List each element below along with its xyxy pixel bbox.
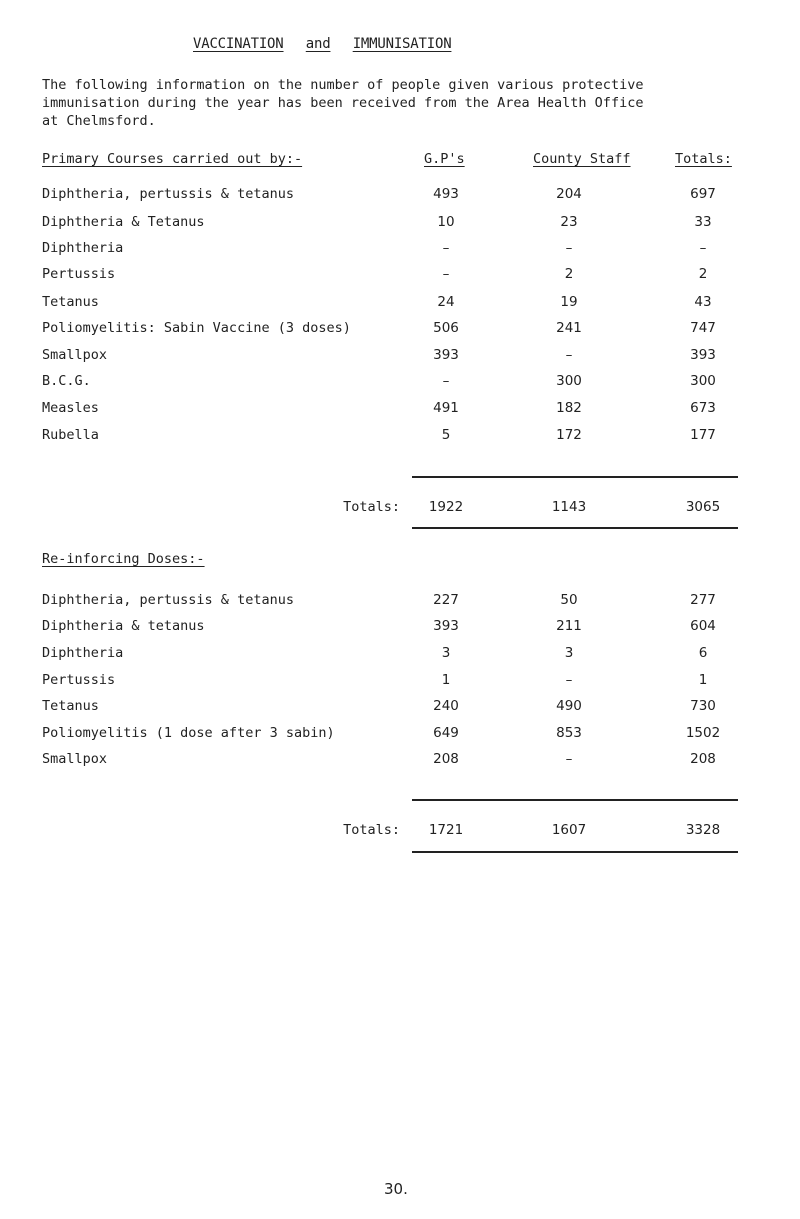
grand-total: 3328 [685,822,721,838]
total-value: 697 [690,186,716,202]
county-value: 50 [560,592,578,608]
row-label: Diphtheria, pertussis & tetanus [42,592,294,608]
gps-value: 24 [437,294,455,310]
gps-value: 240 [433,698,459,714]
title-and: and [305,36,331,52]
intro-line: at Chelmsford. [42,113,156,129]
county-value: – [565,751,573,767]
title-vaccination: VACCINATION [193,36,284,52]
gps-value: – [442,266,450,282]
county-value: 19 [560,294,578,310]
county-value: 490 [556,698,582,714]
reinforcing-totals-row [0,822,800,844]
gps-value: 208 [433,751,459,767]
total-value: 43 [694,294,712,310]
county-value: – [565,347,573,363]
page-number: 30. [384,1180,408,1198]
gps-value: 10 [437,214,455,230]
table-row [0,320,800,342]
totals-label: Totals: [343,499,400,515]
row-label: Tetanus [42,294,99,310]
county-value: 853 [556,725,582,741]
row-label: Diphtheria [42,240,124,256]
gps-value: 506 [433,320,459,336]
row-label: Rubella [42,427,99,443]
gps-value: 1 [441,672,451,688]
county-total: 1143 [551,499,587,515]
table-row [0,266,800,288]
total-value: – [699,240,707,256]
table-row [0,373,800,395]
table-row [0,672,800,694]
county-value: 172 [556,427,582,443]
county-value: 241 [556,320,582,336]
gps-value: – [442,373,450,389]
table-row [0,186,800,208]
gps-value: 491 [433,400,459,416]
rule-below-primary-totals [412,527,738,529]
column-header-totals: Totals: [675,151,732,167]
table-row [0,400,800,422]
row-label: Diphtheria, pertussis & tetanus [42,186,294,202]
rule-above-reinforcing-totals [412,799,738,801]
county-value: – [565,240,573,256]
reinforcing-section-heading: Re-inforcing Doses:- [42,551,205,567]
total-value: 208 [690,751,716,767]
county-value: 204 [556,186,582,202]
table-row [0,592,800,614]
table-row [0,725,800,747]
table-row [0,618,800,640]
county-value: 2 [564,266,574,282]
grand-total: 3065 [685,499,721,515]
row-label: Poliomyelitis: Sabin Vaccine (3 doses) [42,320,351,336]
county-value: 300 [556,373,582,389]
intro-line: The following information on the number of people given various protective [42,77,644,93]
row-label: Poliomyelitis (1 dose after 3 sabin) [42,725,335,741]
table-row [0,645,800,667]
intro-paragraph [42,76,643,130]
total-value: 1 [698,672,708,688]
table-row [0,240,800,262]
county-value: – [565,672,573,688]
intro-line: immunisation during the year has been received from the Area Health Office [42,95,644,111]
gps-value: 5 [441,427,451,443]
page-title [193,36,451,52]
column-header-gps: G.P's [424,151,465,167]
gps-total: 1721 [428,822,464,838]
total-value: 393 [690,347,716,363]
county-value: 23 [560,214,578,230]
gps-value: 227 [433,592,459,608]
row-label: Diphtheria & tetanus [42,618,205,634]
county-value: 182 [556,400,582,416]
total-value: 604 [690,618,716,634]
rule-above-primary-totals [412,476,738,478]
table-row [0,751,800,773]
total-value: 300 [690,373,716,389]
row-label: Diphtheria [42,645,124,661]
gps-value: – [442,240,450,256]
total-value: 277 [690,592,716,608]
gps-value: 393 [433,618,459,634]
primary-totals-row [0,499,800,521]
gps-value: 3 [441,645,451,661]
rule-below-reinforcing-totals [412,851,738,853]
row-label: Measles [42,400,99,416]
row-label: Tetanus [42,698,99,714]
table-row [0,294,800,316]
totals-label: Totals: [343,822,400,838]
total-value: 673 [690,400,716,416]
table-row [0,698,800,720]
gps-value: 649 [433,725,459,741]
county-value: 211 [556,618,582,634]
total-value: 6 [698,645,708,661]
total-value: 177 [690,427,716,443]
county-value: 3 [564,645,574,661]
column-header-county-staff: County Staff [533,151,631,167]
total-value: 2 [698,266,708,282]
gps-value: 493 [433,186,459,202]
gps-total: 1922 [428,499,464,515]
row-label: Smallpox [42,751,108,767]
row-label: Smallpox [42,347,108,363]
title-immunisation: IMMUNISATION [352,36,452,52]
total-value: 33 [694,214,712,230]
row-label: Pertussis [42,266,116,282]
gps-value: 393 [433,347,459,363]
total-value: 730 [690,698,716,714]
row-label: B.C.G. [42,373,91,389]
total-value: 747 [690,320,716,336]
primary-section-heading: Primary Courses carried out by:- [42,151,303,167]
total-value: 1502 [685,725,721,741]
row-label: Pertussis [42,672,116,688]
table-row [0,214,800,236]
table-row [0,427,800,449]
county-total: 1607 [551,822,587,838]
table-row [0,347,800,369]
row-label: Diphtheria & Tetanus [42,214,205,230]
